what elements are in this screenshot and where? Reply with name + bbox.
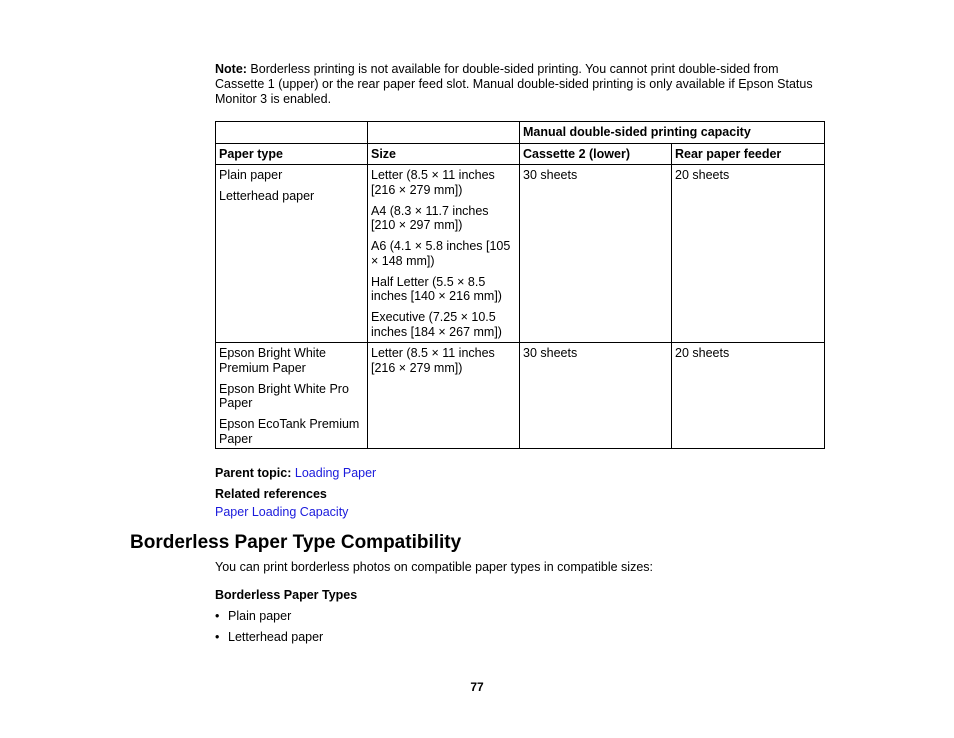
paper-type: Letterhead paper: [219, 189, 315, 203]
size: Letter (8.5 × 11 inches [216 × 279 mm]): [371, 168, 495, 197]
cassette2-cell: 30 sheets: [520, 165, 672, 343]
section-title: Borderless Paper Type Compatibility: [130, 532, 462, 553]
rear-cell: 20 sheets: [672, 343, 825, 449]
paper-type: Epson EcoTank Premium Paper: [219, 417, 360, 446]
note-paragraph: [215, 62, 825, 107]
empty-header-cell: [216, 122, 368, 144]
size: Executive (7.25 × 10.5 inches [184 × 267 mm]): [371, 310, 502, 339]
size-cell: [368, 165, 520, 343]
bullet-icon: •: [215, 630, 220, 644]
paper-type: Epson Bright White Pro Paper: [219, 381, 349, 410]
size: A4 (8.3 × 11.7 inches [210 × 297 mm]): [371, 203, 489, 232]
section-intro: You can print borderless photos on compatible paper types in compatible sizes:: [215, 560, 653, 574]
column-header-size: Size: [368, 143, 520, 165]
paper-type: Plain paper: [219, 168, 283, 182]
note-text: Borderless printing is not available for double-sided printing. You cannot print double-sided from Cassette 1 (upper) or the rear paper feed slot. Manual double-sided printing is only available if Epson Status Monitor 3 is enabled.: [215, 62, 813, 106]
list-item-text: Letterhead paper: [228, 630, 324, 644]
list-item: [215, 629, 323, 650]
capacity-table: [215, 121, 825, 449]
paper-type-cell: [216, 165, 368, 343]
empty-header-cell: [368, 122, 520, 144]
table-header-row: [216, 143, 825, 165]
size: Letter (8.5 × 11 inches [216 × 279 mm]): [371, 346, 495, 375]
subheading: Borderless Paper Types: [215, 588, 358, 602]
table-group-header-row: [216, 122, 825, 144]
size: A6 (4.1 × 5.8 inches [105 × 148 mm]): [371, 239, 511, 268]
related-references-heading: Related references: [215, 487, 327, 501]
page-number: 77: [470, 680, 484, 694]
related-reference-link[interactable]: Paper Loading Capacity: [215, 505, 349, 519]
column-header-cassette2: Cassette 2 (lower): [520, 143, 672, 165]
group-header: Manual double-sided printing capacity: [520, 122, 825, 144]
bullet-icon: •: [215, 609, 220, 623]
paper-type-cell: [216, 343, 368, 449]
list-item: [215, 608, 323, 629]
column-header-rear: Rear paper feeder: [672, 143, 825, 165]
column-header-paper-type: Paper type: [216, 143, 368, 165]
table-row: [216, 343, 825, 449]
parent-topic-label: Parent topic:: [215, 466, 292, 480]
size: Half Letter (5.5 × 8.5 inches [140 × 216 mm]): [371, 274, 502, 303]
paper-type: Epson Bright White Premium Paper: [219, 346, 326, 375]
parent-topic-link[interactable]: Loading Paper: [294, 466, 377, 480]
paper-type-list: [215, 608, 323, 650]
cassette2-cell: 30 sheets: [520, 343, 672, 449]
table-row: [216, 165, 825, 343]
list-item-text: Plain paper: [228, 609, 292, 623]
rear-cell: 20 sheets: [672, 165, 825, 343]
note-label: Note:: [215, 62, 247, 76]
size-cell: [368, 343, 520, 449]
parent-topic: [215, 466, 376, 480]
